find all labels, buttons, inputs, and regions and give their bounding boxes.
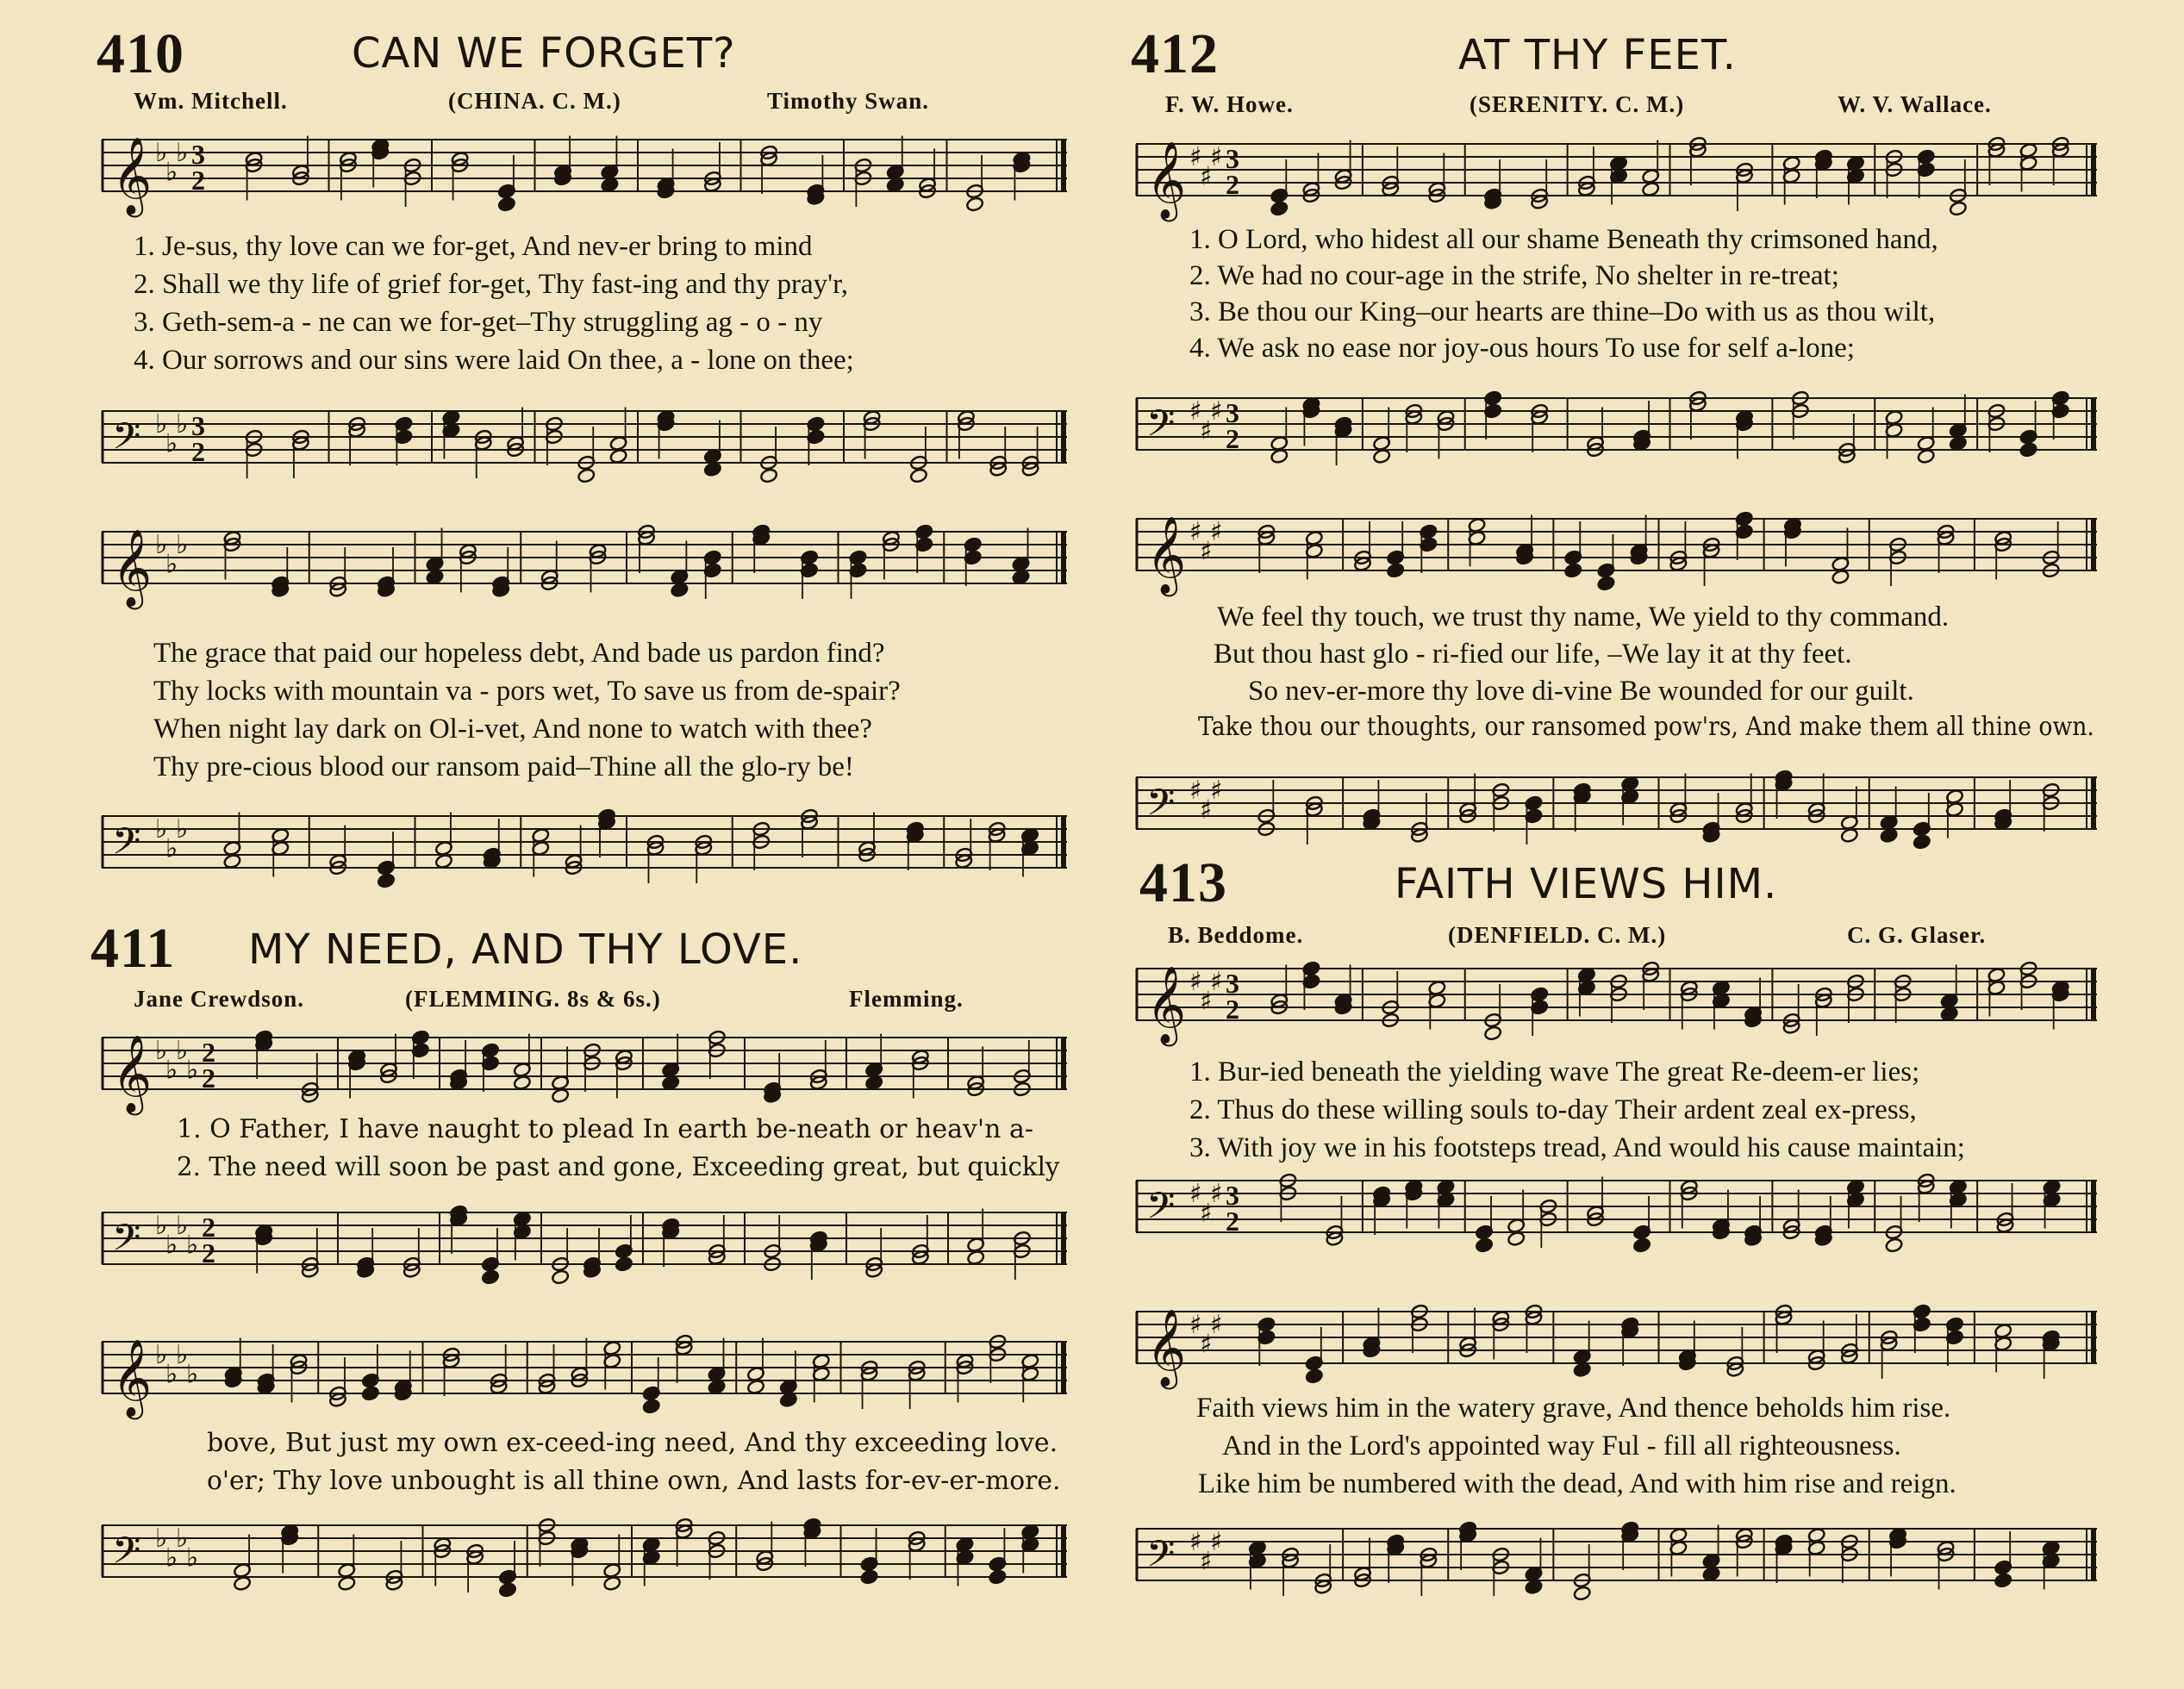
music-staff-treble [102,129,1067,215]
svg-text:3: 3 [1226,1180,1239,1211]
svg-text:♭: ♭ [165,833,178,864]
svg-text:𝄢: 𝄢 [1146,402,1176,454]
svg-text:♯: ♯ [1200,986,1213,1017]
lyric-line: Like him be numbered with the dead, And with him rise and reign. [1198,1468,1956,1499]
svg-text:♭: ♭ [165,549,178,580]
svg-text:2: 2 [191,165,205,196]
svg-text:♭: ♭ [176,814,189,844]
svg-text:♭: ♭ [155,1211,168,1241]
svg-text:2: 2 [1226,1206,1239,1237]
lyric-line: We feel thy touch, we trust thy name, We yield to thy command. [1217,601,1950,633]
svg-text:♯: ♯ [1200,795,1213,826]
music-staff-bass [102,401,1067,483]
svg-text:♯: ♯ [1189,396,1202,427]
svg-text:2: 2 [1226,169,1239,200]
hymn-author: F. W. Howe. [1165,91,1294,117]
svg-text:♯: ♯ [1200,1198,1213,1229]
hymn-number: 413 [1139,851,1227,914]
music-staff-treble [1136,134,2097,219]
svg-text:♭: ♭ [176,1211,189,1241]
hymn-composer: W. V. Wallace. [1838,91,1992,117]
music-staff-treble [102,1027,1067,1112]
lyric-line: 1. Je-sus, thy love can we for-get, And nev-er bring to mind [134,231,813,262]
hymn-title: FAITH VIEWS HIM. [1395,860,1778,908]
svg-text:𝄢: 𝄢 [112,820,141,872]
svg-text:♯: ♯ [1210,776,1223,806]
svg-text:♭: ♭ [186,1359,199,1390]
svg-text:2: 2 [202,1212,215,1243]
svg-text:𝄞: 𝄞 [1146,141,1187,219]
hymn-number: 411 [90,917,176,980]
hymn-composer: C. G. Glaser. [1847,922,1987,948]
lyric-line: And in the Lord's appointed way Ful - fill all righteousness. [1222,1430,1901,1462]
hymn-composer: Flemming. [849,986,964,1012]
svg-text:𝄞: 𝄞 [112,137,153,215]
svg-text:𝄞: 𝄞 [1146,1309,1187,1387]
svg-text:♭: ♭ [165,157,178,188]
svg-text:♭: ♭ [165,1359,178,1390]
lyric-line: Faith views him in the watery grave, And thence beholds him rise. [1196,1393,1951,1424]
music-staff-bass [102,1515,1067,1597]
svg-text:3: 3 [1226,968,1239,999]
lyric-line: 1. Bur-ied beneath the yielding wave The great Re-deem-er lies; [1189,1056,1920,1088]
lyric-line: 2. Shall we thy life of grief for-get, Thy fast-ing and thy pray'r, [134,269,849,300]
hymn-tune: (DENFIELD. C. M.) [1448,922,1667,948]
svg-text:2: 2 [1226,994,1239,1025]
svg-text:♭: ♭ [155,1036,168,1066]
lyric-line: But thou hast glo - ri-fied our life, –We lay it at thy feet. [1214,639,1852,670]
svg-text:♯: ♯ [1189,1527,1202,1557]
svg-text:2: 2 [202,1237,215,1268]
svg-text:♯: ♯ [1210,1179,1223,1209]
lyric-line: 1. O Lord, who hidest all our shame Beneath thy crimsoned hand, [1189,224,1938,255]
svg-text:♯: ♯ [1189,1310,1202,1340]
svg-text:♭: ♭ [165,1543,178,1574]
svg-text:2: 2 [191,436,205,467]
music-staff-treble [1136,508,2097,594]
svg-text:𝄢: 𝄢 [112,415,141,467]
lyric-line: Thy locks with mountain va - pors wet, To save us from de-spair? [153,676,901,707]
svg-text:♯: ♯ [1210,517,1223,547]
svg-text:♯: ♯ [1200,1329,1213,1360]
svg-text:3: 3 [191,139,205,170]
svg-text:♭: ♭ [186,1230,199,1261]
hymn-tune: (CHINA. C. M.) [448,88,621,114]
music-staff-bass [102,806,1067,888]
svg-text:3: 3 [1226,143,1239,174]
hymn-author: Jane Crewdson. [134,986,305,1012]
svg-text:♭: ♭ [165,1055,178,1086]
lyric-line: So nev-er-more thy love di-vine Be wounded for our guilt. [1248,676,1914,707]
music-staff-bass [1136,1170,2097,1252]
lyric-line: 3. With joy we in his footsteps tread, And would his cause maintain; [1189,1132,1965,1163]
music-staff-treble [102,521,1067,607]
lyric-line: 4. We ask no ease nor joy-ous hours To use for self a-lone; [1189,333,1855,364]
svg-text:♭: ♭ [176,138,189,168]
svg-text:𝄢: 𝄢 [1146,1533,1176,1585]
svg-text:2: 2 [202,1063,215,1094]
lyric-line: Take thou our thoughts, our ransomed pow'rs, And make them all thine own. [1198,712,2094,742]
svg-text:♭: ♭ [176,409,189,439]
svg-text:𝄢: 𝄢 [1146,782,1176,833]
hymn-title: MY NEED, AND THY LOVE. [248,926,803,974]
lyric-line: bove, But just my own ex-ceed-ing need, And thy exceeding love. [207,1428,1058,1458]
svg-text:3: 3 [191,410,205,441]
svg-text:𝄢: 𝄢 [1146,1185,1176,1237]
lyric-line: When night lay dark on Ol-i-vet, And none to watch with thee? [153,714,872,745]
svg-text:♯: ♯ [1210,142,1223,172]
svg-text:𝄢: 𝄢 [112,1217,141,1268]
hymn-composer: Timothy Swan. [767,88,930,114]
music-staff-bass [1136,388,2097,470]
lyric-line: The grace that paid our hopeless debt, And bade us pardon find? [153,638,885,669]
svg-text:♯: ♯ [1189,1179,1202,1209]
svg-text:𝄞: 𝄞 [112,1035,153,1112]
hymn-author: B. Beddome. [1168,922,1304,948]
hymn-title: AT THY FEET. [1458,31,1737,79]
music-staff-bass [1136,1518,2097,1600]
svg-text:♯: ♯ [1189,776,1202,806]
svg-text:♭: ♭ [165,428,178,459]
svg-text:𝄞: 𝄞 [112,529,153,607]
svg-text:♭: ♭ [176,1036,189,1066]
svg-text:♯: ♯ [1200,161,1213,192]
svg-text:♯: ♯ [1189,967,1202,997]
hymn-number: 410 [97,22,184,85]
svg-text:♭: ♭ [155,1524,168,1554]
svg-text:♭: ♭ [176,1524,189,1554]
svg-text:♯: ♯ [1210,396,1223,427]
hymn-tune: (SERENITY. C. M.) [1470,91,1685,117]
svg-text:♭: ♭ [165,1230,178,1261]
music-staff-treble [102,1331,1067,1417]
lyric-line: 1. O Father, I have naught to plead In earth be-neath or heav'n a- [177,1114,1034,1144]
lyric-line: 4. Our sorrows and our sins were laid On thee, a - lone on thee; [134,345,854,376]
svg-text:♯: ♯ [1200,415,1213,446]
svg-text:♭: ♭ [155,409,168,439]
svg-text:♯: ♯ [1200,536,1213,567]
svg-text:♭: ♭ [186,1055,199,1086]
svg-text:♭: ♭ [155,814,168,844]
svg-text:♭: ♭ [155,530,168,560]
hymn-tune: (FLEMMING. 8s & 6s.) [405,986,661,1012]
svg-text:♭: ♭ [155,1340,168,1370]
svg-text:2: 2 [202,1037,215,1068]
music-staff-bass [1136,767,2097,849]
svg-text:𝄞: 𝄞 [1146,516,1187,594]
lyric-line: 2. The need will soon be past and gone, Exceeding great, but quickly [177,1152,1060,1182]
lyric-line: o'er; Thy love unbought is all thine own, And lasts for-ev-er-more. [207,1466,1061,1496]
svg-text:♭: ♭ [176,1340,189,1370]
svg-text:𝄞: 𝄞 [1146,966,1187,1044]
svg-text:♯: ♯ [1210,967,1223,997]
svg-text:♯: ♯ [1189,517,1202,547]
music-staff-treble [1136,1301,2097,1387]
lyric-line: 3. Be thou our King–our hearts are thine–Do with us as thou wilt, [1189,296,1936,327]
svg-text:𝄢: 𝄢 [112,1530,141,1581]
hymn-number: 412 [1131,22,1219,85]
svg-text:3: 3 [1226,397,1239,428]
svg-text:♭: ♭ [155,138,168,168]
svg-text:𝄞: 𝄞 [112,1339,153,1417]
lyric-line: 3. Geth-sem-a - ne can we for-get–Thy struggling ag - o - ny [134,307,823,338]
svg-text:♭: ♭ [176,530,189,560]
music-staff-bass [102,1202,1067,1284]
svg-text:2: 2 [1226,423,1239,454]
svg-text:♯: ♯ [1210,1527,1223,1557]
hymn-title: CAN WE FORGET? [352,29,736,78]
lyric-line: 2. We had no cour-age in the strife, No shelter in re-treat; [1189,260,1839,291]
svg-text:♯: ♯ [1200,1546,1213,1577]
lyric-line: Thy pre-cious blood our ransom paid–Thine all the glo-ry be! [153,751,854,782]
svg-text:♭: ♭ [186,1543,199,1574]
svg-text:♯: ♯ [1189,142,1202,172]
hymn-author: Wm. Mitchell. [134,88,288,114]
svg-text:♯: ♯ [1210,1310,1223,1340]
lyric-line: 2. Thus do these willing souls to-day Their ardent zeal ex-press, [1189,1094,1917,1125]
music-staff-treble [1136,958,2097,1044]
